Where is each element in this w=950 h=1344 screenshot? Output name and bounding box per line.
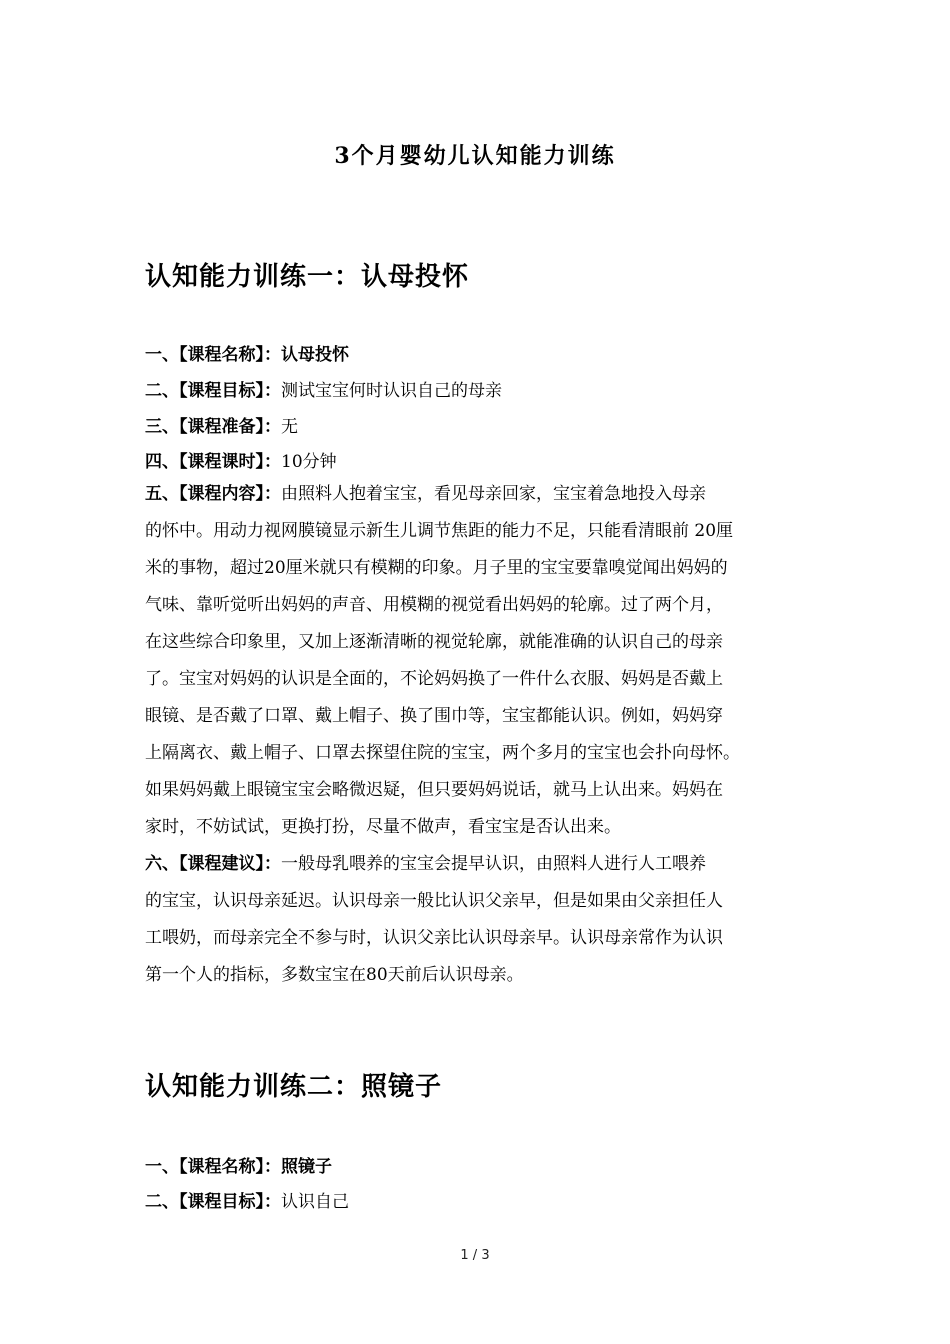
paragraph-line: 米的事物，超过20厘米就只有模糊的印象。月子里的宝宝要靠嗅觉闻出妈妈的 xyxy=(145,558,728,578)
field-label: 二、【课程目标】： xyxy=(145,381,281,401)
page-number: 1 / 3 xyxy=(460,1248,490,1263)
paragraph-line xyxy=(145,846,815,883)
line-text: 由照料人抱着宝宝，看见母亲回家，宝宝着急地投入母亲 xyxy=(281,484,706,504)
field-value: 照镜子 xyxy=(281,1157,332,1177)
paragraph-line: 如果妈妈戴上眼镜宝宝会略微迟疑，但只要妈妈说话，就马上认出来。妈妈在 xyxy=(145,780,723,800)
paragraph-line: 了。宝宝对妈妈的认识是全面的，不论妈妈换了一件什么衣服、妈妈是否戴上 xyxy=(145,669,723,689)
section-1-field-course-prep xyxy=(145,412,298,437)
field-value: 10分钟 xyxy=(281,452,337,472)
content-label: 五、【课程内容】： xyxy=(145,484,281,504)
section-1-title: 认知能力训练一：认母投怀 xyxy=(145,262,470,292)
section-2-field-course-name xyxy=(145,1152,332,1177)
field-label: 三、【课程准备】： xyxy=(145,417,281,437)
paragraph-line: 的宝宝，认识母亲延迟。认识母亲一般比认识父亲早，但是如果由父亲担任人 xyxy=(145,891,723,911)
field-label: 四、【课程课时】： xyxy=(145,452,281,472)
field-value: 测试宝宝何时认识自己的母亲 xyxy=(281,381,502,401)
document-title: 3个月婴幼儿认知能力训练 xyxy=(334,143,616,169)
field-value: 无 xyxy=(281,417,298,437)
field-value: 认识自己 xyxy=(281,1192,349,1212)
section-2-field-course-goal xyxy=(145,1187,349,1212)
field-label: 二、【课程目标】： xyxy=(145,1192,281,1212)
field-label: 一、【课程名称】： xyxy=(145,1157,281,1177)
paragraph-line: 的怀中。用动力视网膜镜显示新生儿调节焦距的能力不足，只能看清眼前 20厘 xyxy=(145,521,734,541)
field-value: 认母投怀 xyxy=(281,345,349,365)
paragraph-line: 气味、靠听觉听出妈妈的声音、用模糊的视觉看出妈妈的轮廓。过了两个月， xyxy=(145,595,723,615)
paragraph-line: 在这些综合印象里，又加上逐渐清晰的视觉轮廓，就能准确的认识自己的母亲 xyxy=(145,632,723,652)
paragraph-line: 家时，不妨试试，更换打扮，尽量不做声，看宝宝是否认出来。 xyxy=(145,817,621,837)
section-1-content-paragraph xyxy=(145,476,815,846)
section-1-field-course-duration xyxy=(145,447,337,472)
advice-label: 六、【课程建议】： xyxy=(145,854,281,874)
line-text: 一般母乳喂养的宝宝会提早认识，由照料人进行人工喂养 xyxy=(281,854,706,874)
field-label: 一、【课程名称】： xyxy=(145,345,281,365)
section-1-field-course-name xyxy=(145,340,349,365)
section-2-title: 认知能力训练二：照镜子 xyxy=(145,1072,443,1102)
paragraph-line: 第一个人的指标，多数宝宝在80天前后认识母亲。 xyxy=(145,965,524,985)
paragraph-line: 上隔离衣、戴上帽子、口罩去探望住院的宝宝，两个多月的宝宝也会扑向母怀。 xyxy=(145,743,740,763)
section-1-field-course-goal xyxy=(145,376,502,401)
paragraph-line xyxy=(145,476,815,513)
paragraph-line: 工喂奶，而母亲完全不参与时，认识父亲比认识母亲早。认识母亲常作为认识 xyxy=(145,928,723,948)
section-1-advice-paragraph xyxy=(145,846,815,994)
paragraph-line: 眼镜、是否戴了口罩、戴上帽子、换了围巾等，宝宝都能认识。例如，妈妈穿 xyxy=(145,706,723,726)
